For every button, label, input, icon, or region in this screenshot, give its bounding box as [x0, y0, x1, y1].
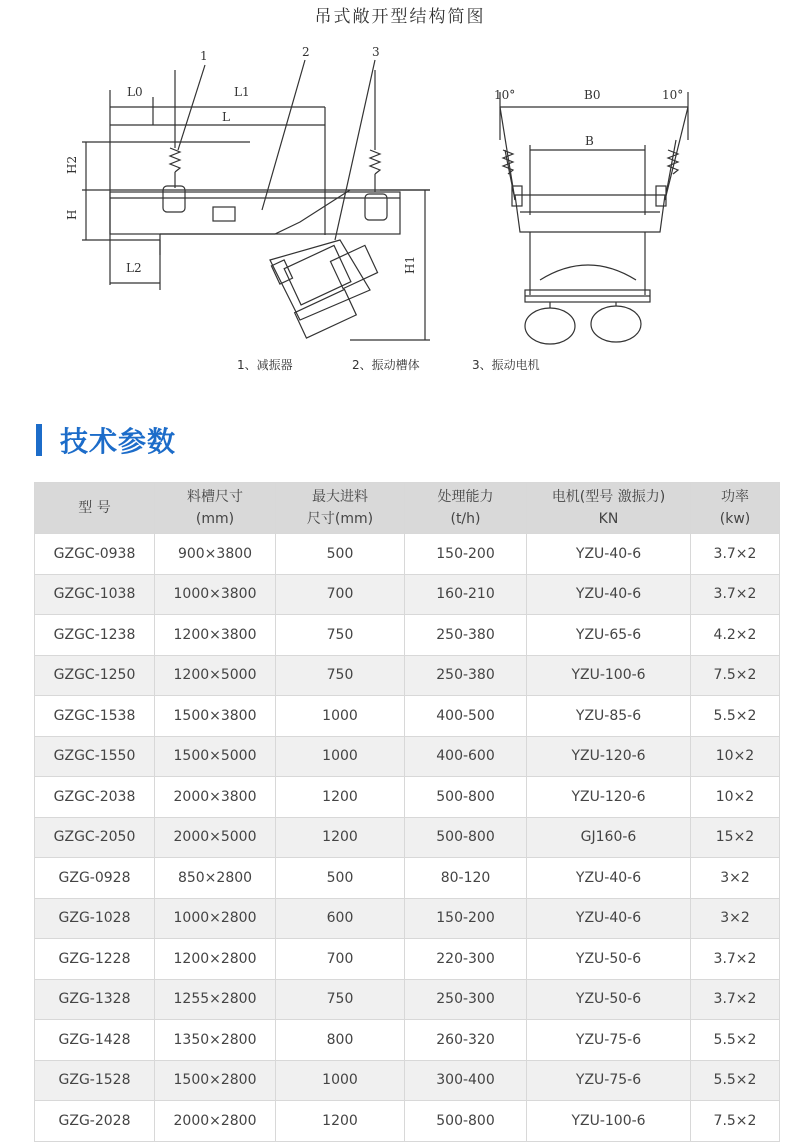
table-cell: 2000×3800 [155, 777, 276, 818]
table-cell: 850×2800 [155, 858, 276, 899]
table-cell: 5.5×2 [691, 696, 780, 737]
table-row [35, 858, 780, 899]
table-cell: 500-800 [405, 1101, 527, 1142]
table-cell: YZU-40-6 [527, 898, 691, 939]
table-cell: 1350×2800 [155, 1020, 276, 1061]
table-cell: GZGC-1550 [35, 736, 155, 777]
table-cell: 2000×2800 [155, 1101, 276, 1142]
table-cell: GZG-0928 [35, 858, 155, 899]
table-cell: 5.5×2 [691, 1020, 780, 1061]
table-cell: 1000 [276, 736, 405, 777]
table-cell: 10×2 [691, 736, 780, 777]
table-cell: 1200×2800 [155, 939, 276, 980]
table-cell: GZG-1028 [35, 898, 155, 939]
label-H1: H1 [403, 255, 417, 274]
table-cell: 3×2 [691, 898, 780, 939]
table-cell: 3.7×2 [691, 574, 780, 615]
column-header-text: 功率 [721, 489, 749, 505]
table-cell: 400-600 [405, 736, 527, 777]
table-cell: YZU-100-6 [527, 655, 691, 696]
table-cell: 750 [276, 615, 405, 656]
label-10-left: 10° [494, 88, 516, 102]
table-cell: 1200×5000 [155, 655, 276, 696]
table-cell: 1500×3800 [155, 696, 276, 737]
table-cell: 150-200 [405, 534, 527, 575]
diagram-legend [0, 356, 800, 376]
label-L: L [222, 110, 230, 124]
table-cell: 1000×2800 [155, 898, 276, 939]
column-header-text: 型 号 [78, 500, 111, 516]
table-cell: GJ160-6 [527, 817, 691, 858]
table-cell: 400-500 [405, 696, 527, 737]
structure-diagram [0, 0, 800, 400]
table-row [35, 817, 780, 858]
column-header-text: 电机(型号 激振力) [551, 489, 666, 505]
label-H2: H2 [65, 155, 79, 174]
table-row [35, 939, 780, 980]
table-cell: 1200×3800 [155, 615, 276, 656]
column-header [405, 483, 527, 534]
table-cell: YZU-50-6 [527, 979, 691, 1020]
legend-item: 3、振动电机 [472, 358, 540, 372]
table-cell: 4.2×2 [691, 615, 780, 656]
column-header-text: (kw) [719, 511, 751, 527]
column-header-text: (t/h) [450, 511, 481, 527]
table-cell: YZU-40-6 [527, 534, 691, 575]
table-cell: YZU-65-6 [527, 615, 691, 656]
label-3: 3 [372, 45, 380, 59]
column-header [527, 483, 691, 534]
table-row [35, 1101, 780, 1142]
table-row [35, 898, 780, 939]
table-cell: YZU-85-6 [527, 696, 691, 737]
table-cell: 160-210 [405, 574, 527, 615]
table-row [35, 1060, 780, 1101]
table-cell: GZG-1528 [35, 1060, 155, 1101]
column-header-text: (mm) [195, 511, 235, 527]
table-cell: YZU-75-6 [527, 1060, 691, 1101]
front-view [500, 92, 688, 344]
table-row [35, 979, 780, 1020]
table-cell: 250-380 [405, 615, 527, 656]
table-cell: 1200 [276, 817, 405, 858]
table-row [35, 615, 780, 656]
table-cell: YZU-100-6 [527, 1101, 691, 1142]
table-cell: 1200 [276, 777, 405, 818]
table-cell: 250-300 [405, 979, 527, 1020]
table-cell: 7.5×2 [691, 655, 780, 696]
section-header [36, 422, 176, 458]
section-accent-bar [36, 424, 42, 456]
label-H: H [65, 209, 79, 220]
table-cell: 750 [276, 655, 405, 696]
table-cell: 5.5×2 [691, 1060, 780, 1101]
table-cell: 500 [276, 534, 405, 575]
table-cell: 1200 [276, 1101, 405, 1142]
table-cell: 7.5×2 [691, 1101, 780, 1142]
table-row [35, 1020, 780, 1061]
table-cell: 1000 [276, 696, 405, 737]
column-header [276, 483, 405, 534]
table-cell: GZG-1428 [35, 1020, 155, 1061]
table-cell: 750 [276, 979, 405, 1020]
label-B: B [585, 134, 594, 148]
column-header [35, 483, 155, 534]
table-cell: 1000 [276, 1060, 405, 1101]
table-body [35, 534, 780, 1142]
table-cell: GZG-1328 [35, 979, 155, 1020]
table-cell: 150-200 [405, 898, 527, 939]
table-cell: 500-800 [405, 817, 527, 858]
table-cell: 3×2 [691, 858, 780, 899]
table-cell: 700 [276, 574, 405, 615]
table-cell: GZGC-1238 [35, 615, 155, 656]
table-row [35, 574, 780, 615]
table-cell: GZGC-2038 [35, 777, 155, 818]
table-cell: 500 [276, 858, 405, 899]
table-row [35, 534, 780, 575]
column-header [691, 483, 780, 534]
table-cell: 900×3800 [155, 534, 276, 575]
table-cell: GZGC-2050 [35, 817, 155, 858]
table-cell: YZU-75-6 [527, 1020, 691, 1061]
table-cell: 3.7×2 [691, 939, 780, 980]
table-row [35, 696, 780, 737]
table-cell: 2000×5000 [155, 817, 276, 858]
label-2: 2 [302, 45, 310, 59]
table-cell: 15×2 [691, 817, 780, 858]
section-title: 技术参数 [60, 425, 177, 458]
table-row [35, 655, 780, 696]
diagram-title: 吊式敞开型结构简图 [314, 7, 486, 27]
table-cell: GZGC-1250 [35, 655, 155, 696]
label-L2: L2 [126, 261, 142, 275]
label-10-right: 10° [662, 88, 684, 102]
column-header-text: 处理能力 [437, 489, 494, 505]
column-header-text: 尺寸(mm) [306, 511, 374, 527]
table-cell: 10×2 [691, 777, 780, 818]
table-cell: 300-400 [405, 1060, 527, 1101]
label-L0: L0 [127, 85, 143, 99]
table-cell: 600 [276, 898, 405, 939]
table-cell: 1255×2800 [155, 979, 276, 1020]
table-cell: 500-800 [405, 777, 527, 818]
table-row [35, 736, 780, 777]
table-cell: GZG-2028 [35, 1101, 155, 1142]
table-header-row [35, 483, 780, 534]
table-cell: 3.7×2 [691, 979, 780, 1020]
column-header [155, 483, 276, 534]
spec-table [34, 482, 780, 1142]
table-cell: 260-320 [405, 1020, 527, 1061]
column-header-text: KN [598, 511, 619, 527]
table-cell: 1500×2800 [155, 1060, 276, 1101]
table-cell: 700 [276, 939, 405, 980]
label-B0: B0 [584, 88, 601, 102]
legend-item: 1、减振器 [237, 358, 293, 372]
label-1: 1 [200, 49, 208, 63]
legend-item: 2、振动槽体 [352, 358, 420, 372]
table-cell: 80-120 [405, 858, 527, 899]
table-cell: YZU-40-6 [527, 858, 691, 899]
table-cell: 250-380 [405, 655, 527, 696]
table-cell: 1500×5000 [155, 736, 276, 777]
side-view [82, 60, 430, 340]
column-header-text: 料槽尺寸 [187, 489, 243, 505]
table-cell: YZU-50-6 [527, 939, 691, 980]
table-cell: YZU-40-6 [527, 574, 691, 615]
label-L1: L1 [234, 85, 250, 99]
table-cell: 800 [276, 1020, 405, 1061]
column-header-text: 最大进料 [312, 489, 368, 505]
table-cell: YZU-120-6 [527, 736, 691, 777]
table-row [35, 777, 780, 818]
table-cell: GZG-1228 [35, 939, 155, 980]
table-cell: YZU-120-6 [527, 777, 691, 818]
table-cell: 1000×3800 [155, 574, 276, 615]
table-cell: GZGC-0938 [35, 534, 155, 575]
table-cell: GZGC-1038 [35, 574, 155, 615]
table-cell: GZGC-1538 [35, 696, 155, 737]
table-cell: 3.7×2 [691, 534, 780, 575]
table-cell: 220-300 [405, 939, 527, 980]
